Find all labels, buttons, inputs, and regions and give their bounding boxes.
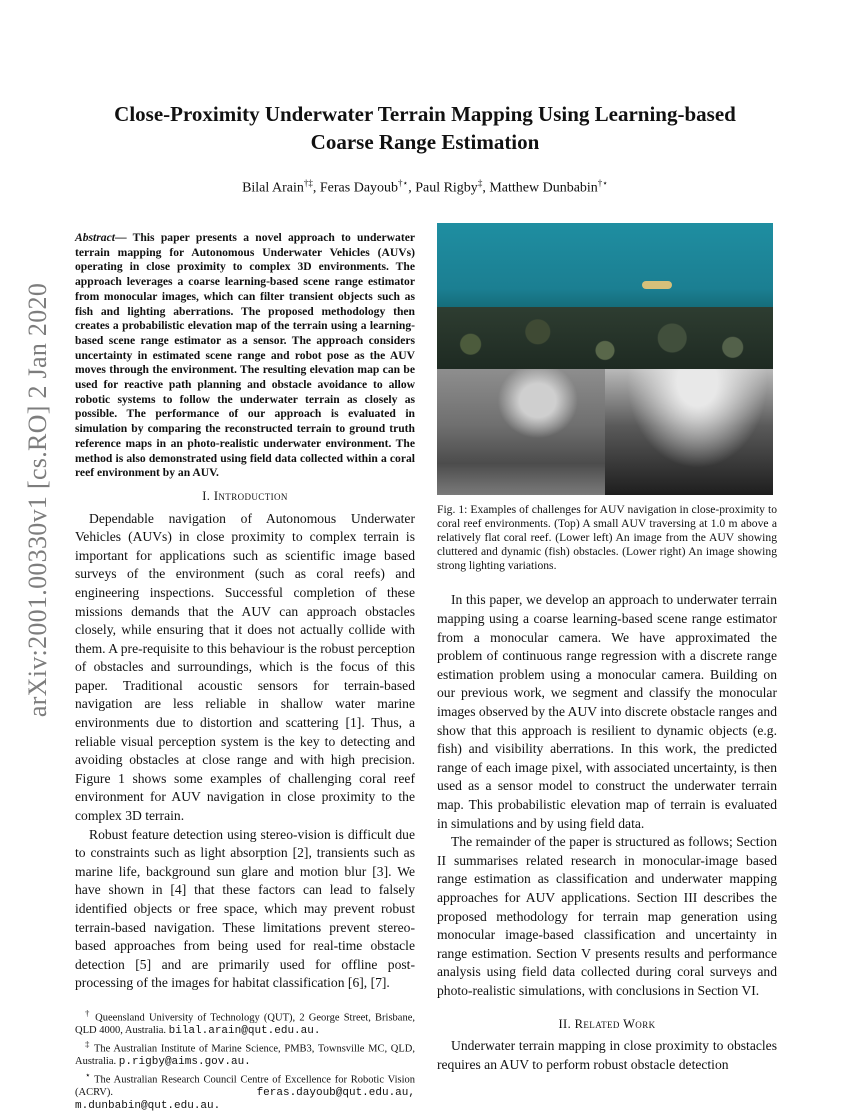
body-paragraph: In this paper, we develop an approach to underwater terrain mapping using a coarse learning-based scene range estimator from a monocular camera. We have approximated the problem of continuous range regression with a discrete range estimation problem using a monocular camera. Building on our previous work, we segment and classify the monocular images observed by the AUV into discrete obstacle ranges and show that this approach is resilient to dynamic objects (e.g. fish) and visibility aberrations. In this work, the predicted range of each image pixel, with associated uncertainty, is then used as a sensor model to construct the underwater terrain map. This probabilistic elevation map of terrain is evaluated in simulations and by using field data. [437,592,777,831]
author-affiliation-mark: †⋆ [597,178,608,188]
author-affiliation-mark: ‡ [477,178,483,188]
email-link[interactable]: p.rigby@aims.gov.au. [118,1056,251,1069]
section-heading-introduction: I. Introduction [202,488,288,503]
auv-shape [642,281,672,289]
author-name: Feras Dayoub [319,180,399,196]
footnotes [75,1007,415,1113]
figure-image-auv-over-reef [437,223,773,369]
abstract-text: — This paper presents a novel approach to underwater terrain mapping for Autonomous Underwater Vehicles (AUVs) operating in close proximity to complex 3D environments. The approach leverages a coarse learning-based scene range estimator from monocular images, which can filter transient objects such as fish and lighting aberrations. The proposed methodology then creates a probabilistic elevation map of the terrain using a learning-based scene range estimator as a sensor. The approach considers uncertainty in estimated scene range and robot pose as the AUV moves through the environment. The resulting elevation map can be used for reactive path planning and obstacle avoidance to allow robotic systems to follow the underwater terrain as closely as possible. The performance of our approach is evaluated in simulation by comparing the reconstructed terrain to ground truth reference maps in an photo-realistic underwater environment. The method is also demonstrated using field data collected within a coral reef environment by an AUV. [75,231,415,480]
author-affiliation-mark: †⋆ [398,178,409,188]
email-link[interactable]: bilal.arain@qut.edu.au. [168,1025,321,1038]
arxiv-stamp: arXiv:2001.00330v1 [cs.RO] 2 Jan 2020 [23,282,52,718]
abstract [75,231,415,481]
abstract-label: Abstract [75,231,115,244]
body-paragraph: The remainder of the paper is structured as follows; Section II summarises related research in monocular-image based range estimation as classification and underwater mapping approaches for AUV applications. Section III describes the proposed methodology for terrain map generation using monocular image-based classification and uncertainty in range estimation. Section V presents results and performance analysis using field data collected during coral surveys and photo-realistic simulations, with conclusions in Section VI. [437,834,777,998]
body-paragraph: Underwater terrain mapping in close proximity to obstacles requires an AUV to perform robust obstacle detection [437,1038,777,1072]
left-column [75,231,415,1113]
right-column [437,231,777,1074]
title-line-2: Coarse Range Estimation [310,130,540,154]
figure-caption: Fig. 1: Examples of challenges for AUV navigation in close-proximity to coral reef environments. (Top) A small AUV traversing at 1.0 m above a relatively flat coral reef. (Lower left) An image from the AUV showing cluttered and dynamic (fish) obstacles. (Lower right) An image showing strong lighting variations. [437,503,777,573]
footnote-qut: † Queensland University of Technology (QUT), 2 George Street, Brisbane, QLD 4000, Australia. bilal.arain@qut.edu.au. [75,1007,415,1038]
email-link[interactable]: feras.dayoub@qut.edu.au, m.dunbabin@qut.edu.au. [75,1087,415,1113]
figure-1 [437,223,773,495]
author-name: Paul Rigby [415,180,478,196]
coral-reef-shape [437,307,773,369]
author-name: Bilal Arain [242,180,304,196]
title-line-1: Close-Proximity Underwater Terrain Mapping Using Learning-based [114,102,736,126]
intro-paragraph: Robust feature detection using stereo-vision is difficult due to constraints such as light absorption [2], transients such as marine life, background sun glare and motion blur [3]. We have shown in [4] that these factors can lead to falsely identified objects or free space, which may prevent robust terrain-based navigation. These limitations prevent stereo-based approaches from being used for real-time obstacle detection [5] and are primarily used for offline post-processing of the images for habitat classification [6], [7]. [75,826,415,991]
author-list: Bilal Arain†‡, Feras Dayoub†⋆, Paul Rigby‡, Matthew Dunbabin†⋆ [242,178,608,196]
intro-paragraph: Dependable navigation of Autonomous Underwater Vehicles (AUVs) in close proximity to complex terrain is important for applications such as scientific image based surveys of the environment (such as coral reefs) and engineering inspections. Successful completion of these missions demands that the AUV can approach obstacles closely, while ensuring that it does not actually collide with them. A pre-requisite to this behaviour is the robust perception of obstacles and surroundings, which is the focus of this paper. Traditional acoustic sensors for terrain-based navigation are less reliable in shallow water marine environments due to distortion and scattering [1]. Thus, a reliable visual perception system is the key to detecting and avoiding obstacles at close range and with high precision. Figure 1 shows some examples of challenging coral reef environment for AUV navigation in close proximity to the complex 3D terrain. [75,510,415,824]
figure-image-lighting-variation [605,369,773,495]
figure-image-fish-obstacles [437,369,605,495]
author-affiliation-mark: †‡ [303,178,313,188]
footnote-aims: ‡ The Australian Institute of Marine Science, PMB3, Townsville MC, QLD, Australia. p.rigby@aims.gov.au. [75,1039,416,1069]
author-name: Matthew Dunbabin [489,180,598,196]
footnote-acrv: ⋆ The Australian Research Council Centre of Excellence for Robotic Vision (ACRV). feras.dayoub@qut.edu.au, m.dunbabin@qut.edu.au. [75,1070,415,1113]
paper-title [60,100,790,156]
section-heading-related-work: II. Related Work [558,1016,656,1031]
